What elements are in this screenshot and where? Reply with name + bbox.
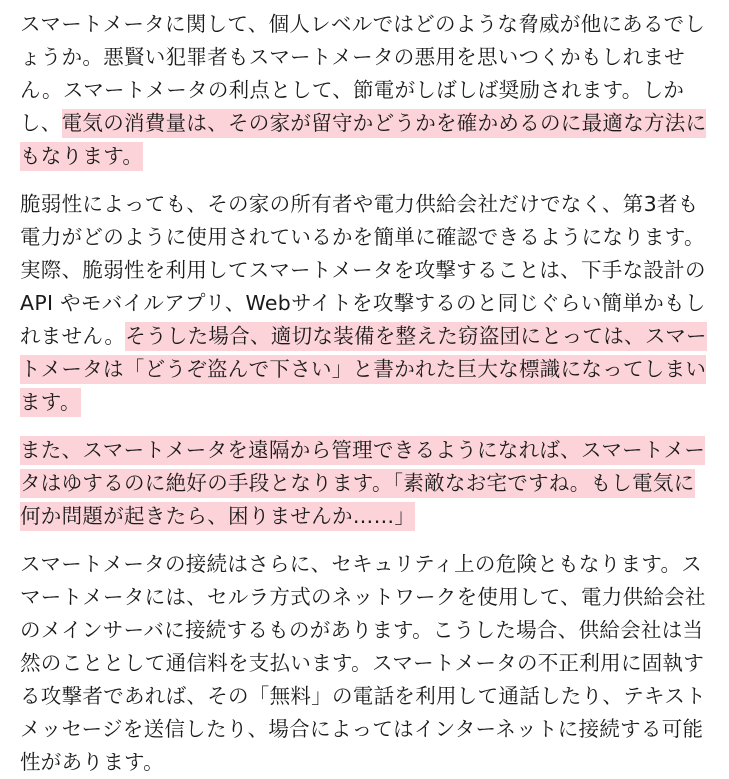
paragraph-connectivity: [20, 548, 710, 779]
paragraph-vulnerability: [20, 188, 710, 419]
paragraph-text: スマートメータに関して、個人レベルではどのような脅威が他にあるでしょうか。悪賢い犯罪者もスマートメータの悪用を思いつくかもしれません。スマートメータの利点として、節電がしばしば奨励されます。しかし、: [20, 12, 706, 135]
highlighted-sentence: また、スマートメータを遠隔から管理できるようになれば、スマートメータはゆするのに絶好の手段となります。「素敵なお宅ですね。もし電気に何か問題が起きたら、困りませんか……」: [20, 436, 705, 531]
highlighted-sentence: 電気の消費量は、その家が留守かどうかを確かめるのに最適な方法にもなります。: [20, 109, 706, 171]
paragraph-text: スマートメータの接続はさらに、セキュリティ上の危険ともなります。スマートメータには、セルラ方式のネットワークを使用して、電力供給会社のメインサーバに接続するものがあります。こうした場合、供給会社は当然のこととして通信料を支払います。スマートメータの不正利用に固執する攻撃者であれば、その「無料」の電話を利用して通話したり、テキストメッセージを送信したり、場合によってはインターネットに接続する可能性があります。: [20, 552, 706, 774]
paragraph-text: 脆弱性によっても、その家の所有者や電力供給会社だけでなく、第3者も電力がどのように使用されているかを簡単に確認できるようになります。実際、脆弱性を利用してスマートメータを攻撃することは、下手な設計の API やモバイルアプリ、Webサイトを攻撃するのと同じぐらい簡単かもしれません。: [20, 192, 706, 348]
highlighted-sentence: そうした場合、適切な装備を整えた窃盗団にとっては、スマートメータは「どうぞ盗んで下さい」と書かれた巨大な標識になってしまいます。: [20, 322, 707, 417]
article-body: [20, 8, 710, 779]
paragraph-threats: [20, 8, 710, 173]
paragraph-extortion: [20, 434, 710, 533]
